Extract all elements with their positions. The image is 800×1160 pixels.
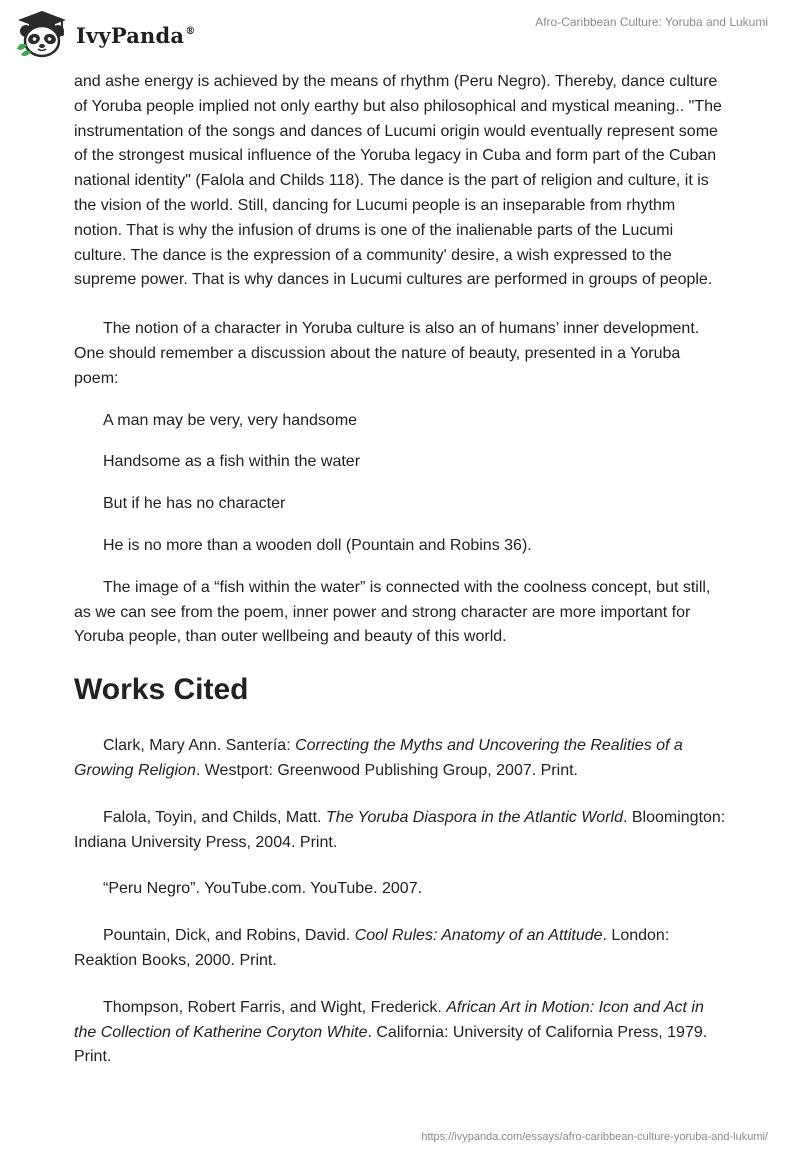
- body-paragraph: The notion of a character in Yoruba culture is also an of humans’ inner development. One should remember a discussion about the nature of beauty, presented in a Yoruba poem:: [74, 320, 700, 387]
- source-url[interactable]: https://ivypanda.com/essays/afro-caribbean-culture-yoruba-and-lukumi/: [421, 1131, 768, 1143]
- citation-entry: Thompson, Robert Farris, and Wight, Frederick. African Art in Motion: Icon and Act in the Collection of Katherine Coryton White. California: University of California Press, 1979. Print.: [74, 998, 708, 1066]
- registered-mark: ®: [185, 25, 196, 37]
- poem-line: But if he has no character: [103, 495, 286, 513]
- essay-content: [74, 70, 726, 1070]
- panda-graduate-icon: [14, 9, 70, 59]
- citation-entry: Falola, Toyin, and Childs, Matt. The Yoruba Diaspora in the Atlantic World. Bloomington: Indiana University Press, 2004. Print.: [74, 808, 726, 851]
- body-paragraph: and ashe energy is achieved by the means of rhythm (Peru Negro). Thereby, dance culture of Yoruba people implied not only earthy but also philosophical and mystical meaning.. "The instrumentation of the songs and dances of Lucumi origin would eventually represent some of the strongest musical influence of the Yoruba legacy in Cuba and form part of the Cuban national identity" (Falola and Childs 118). The dance is the part of religion and culture, it is the vision of the world. Still, dancing for Lucumi people is an inseparable from rhythm notion. That is why the infusion of drums is one of the inalienable parts of the Lucumi culture. The dance is the expression of a community' desire, a wish expressed to the supreme power. That is why dances in Lucumi cultures are performed in groups of people.: [74, 73, 722, 289]
- citation-entry: “Peru Negro”. YouTube.com. YouTube. 2007.: [103, 880, 423, 898]
- page-header: [0, 0, 800, 70]
- poem-line: Handsome as a fish within the water: [103, 453, 361, 471]
- poem-line: He is no more than a wooden doll (Pountain and Robins 36).: [103, 536, 532, 554]
- ivypanda-logo[interactable]: [14, 9, 195, 59]
- poem-line: A man may be very, very handsome: [103, 411, 358, 429]
- document-title: Afro-Caribbean Culture: Yoruba and Lukumi: [535, 15, 768, 29]
- citation-entry: Pountain, Dick, and Robins, David. Cool Rules: Anatomy of an Attitude. London: Reaktion Books, 2000. Print.: [74, 927, 670, 969]
- body-paragraph: The image of a “fish within the water” is connected with the coolness concept, but still, as we can see from the poem, inner power and strong character are more important for Yoruba people, than outer wellbeing and beauty of this world.: [74, 578, 711, 646]
- works-cited-heading: Works Cited: [74, 673, 249, 707]
- brand-name: IvyPanda®: [76, 22, 196, 48]
- citation-entry: Clark, Mary Ann. Santería: Correcting the Myths and Uncovering the Realities of a Growing Religion. Westport: Greenwood Publishing Group, 2007. Print.: [74, 737, 683, 779]
